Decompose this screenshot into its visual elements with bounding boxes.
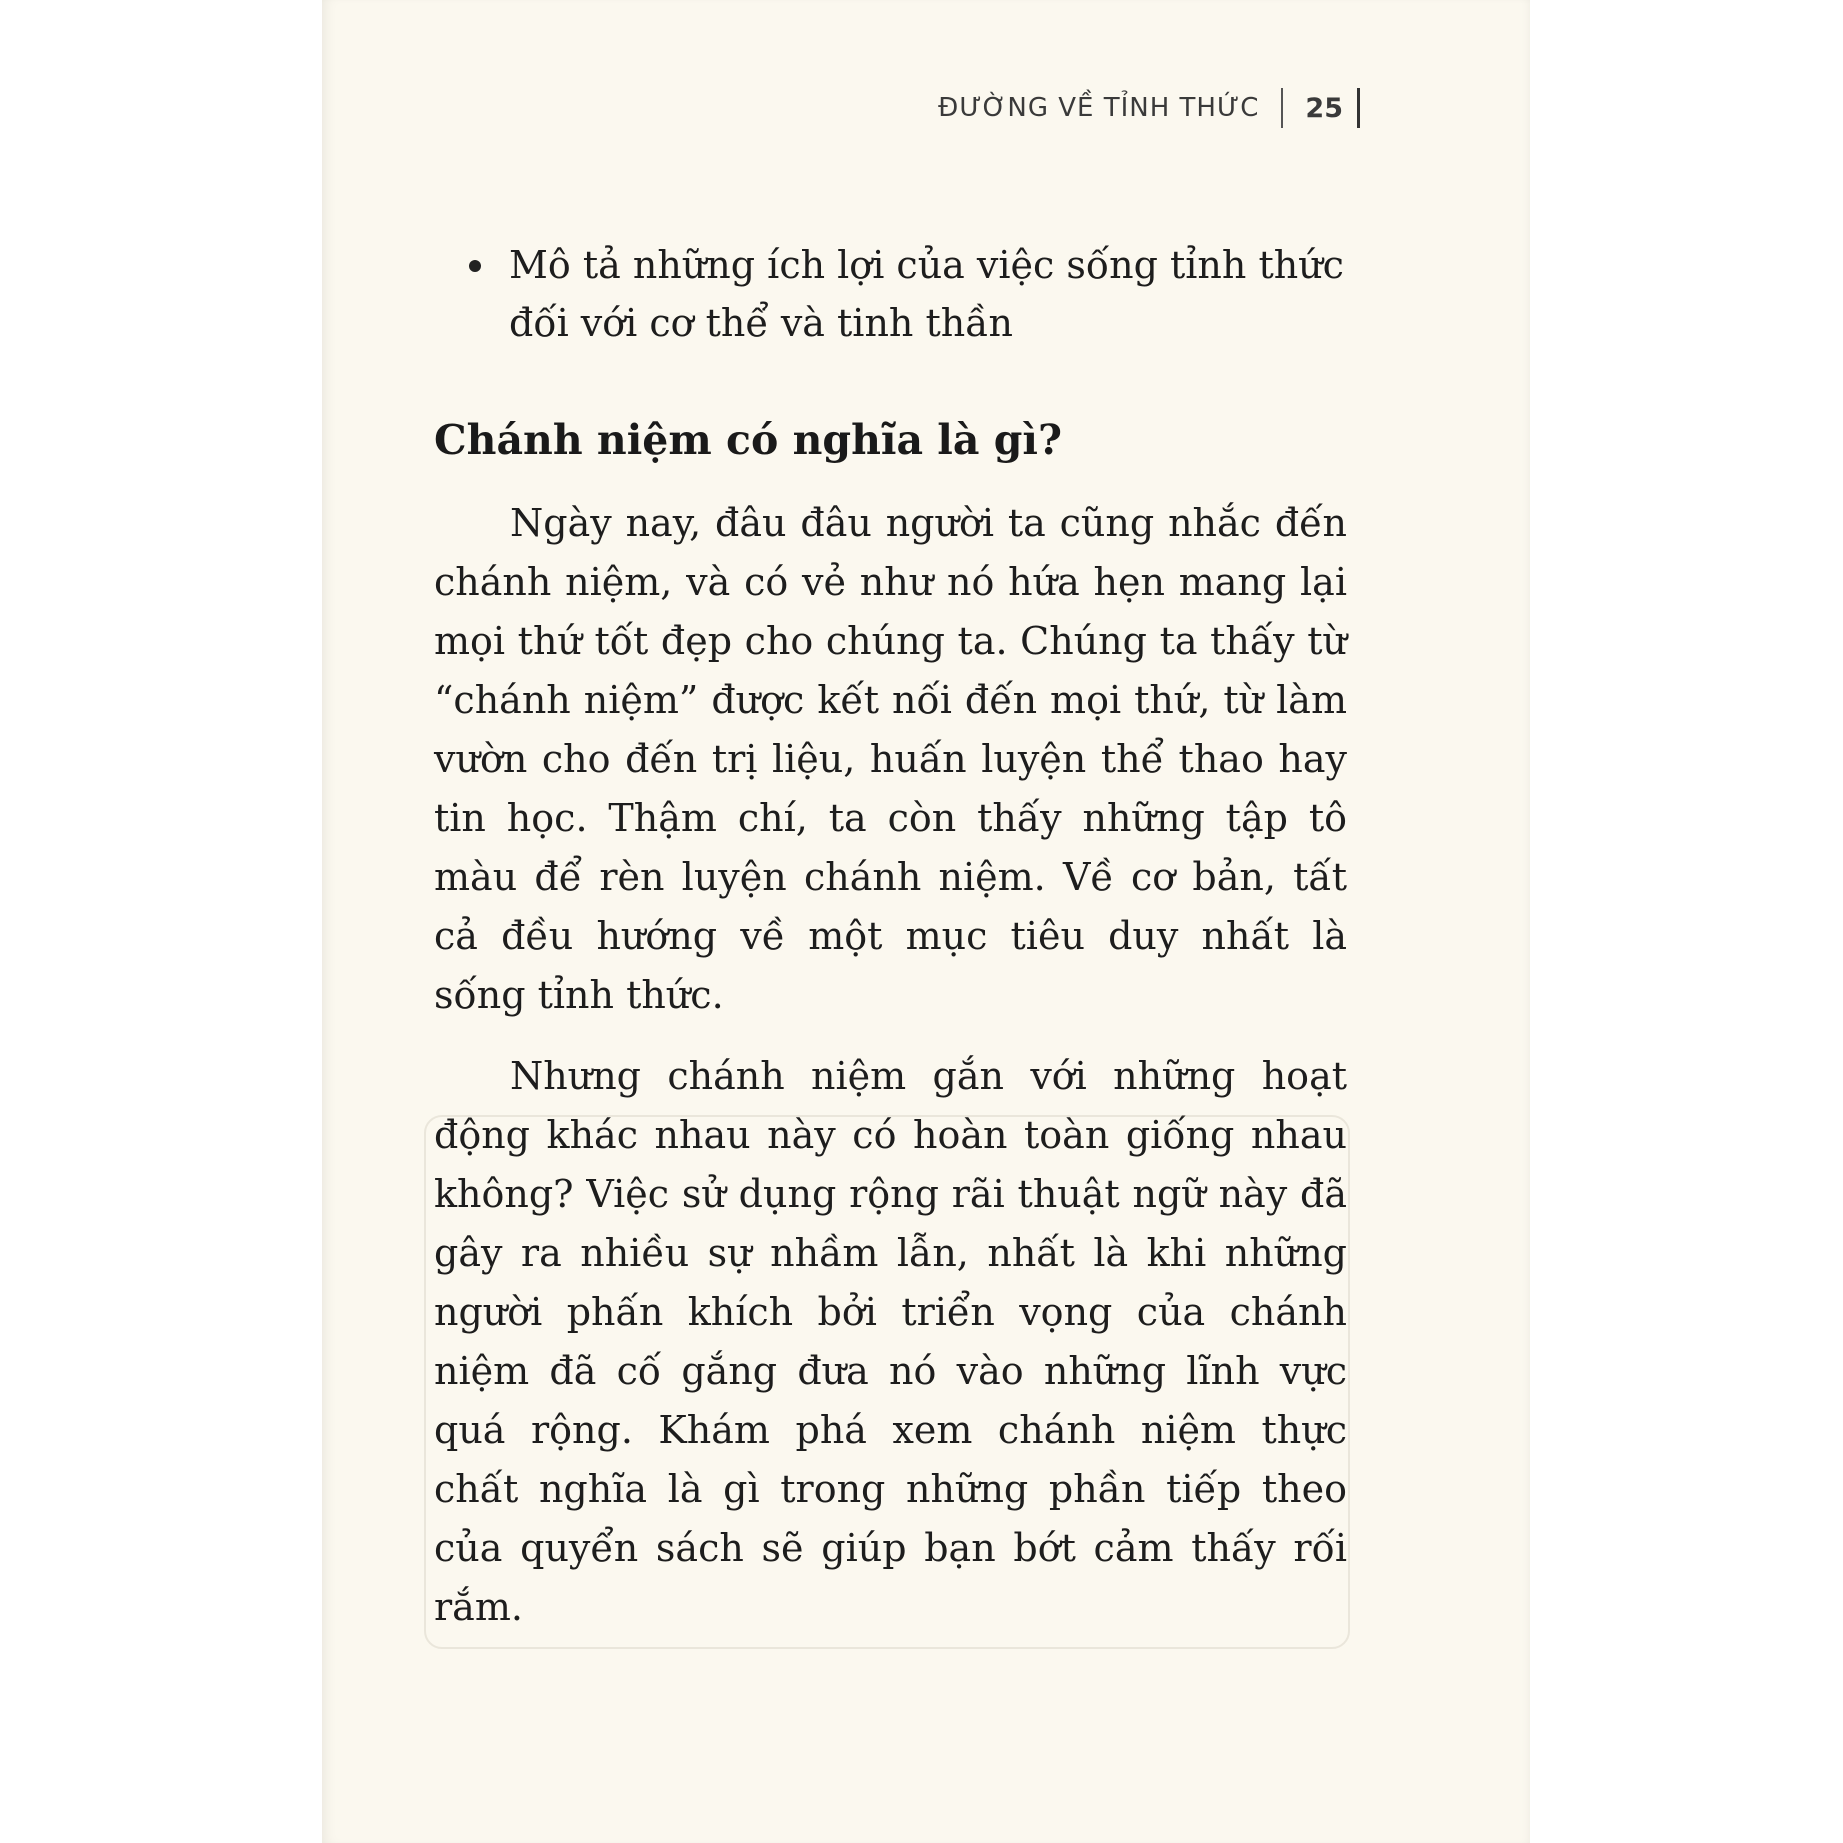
paragraph-1: Ngày nay, đâu đâu người ta cũng nhắc đến chánh niệm, và có vẻ như nó hứa hẹn mang lại mọi thứ tốt đẹp cho chúng ta. Chúng ta thấy từ “chánh niệm” được kết nối đến mọi thứ, từ làm vườn cho đến trị liệu, huấn luyện thể thao hay tin học. Thậm chí, ta còn thấy những tập tô màu để rèn luyện chánh niệm. Về cơ bản, tất cả đều hướng về một mục tiêu duy nhất là sống tỉnh thức. [434,501,1347,1017]
header-divider [1281,88,1283,128]
section-heading: Chánh niệm có nghĩa là gì? [434,416,1062,464]
bleed-through-box [424,1115,1350,1649]
running-header-title: ĐƯỜNG VỀ TỈNH THỨC [938,93,1260,123]
bullet-list-item [434,236,1347,352]
paragraph-2: Nhưng chánh niệm gắn với những hoạt động khác nhau này có hoàn toàn giống nhau không? Việc sử dụng rộng rãi thuật ngữ này đã gây ra nhiều sự nhầm lẫn, nhất là khi những người phấn khích bởi triển vọng của chánh niệm đã cố gắng đưa nó vào những lĩnh vực quá rộng. Khám phá xem chánh niệm thực chất nghĩa là gì trong những phần tiếp theo của quyển sách sẽ giúp bạn bớt cảm thấy rối rắm. [434,1054,1347,1629]
running-header [938,88,1360,128]
bullet-dot-icon [469,260,481,272]
header-end-rule [1357,88,1360,128]
page-number: 25 [1305,92,1343,124]
bullet-text: Mô tả những ích lợi của việc sống tỉnh thức đối với cơ thể và tinh thần [509,243,1344,345]
